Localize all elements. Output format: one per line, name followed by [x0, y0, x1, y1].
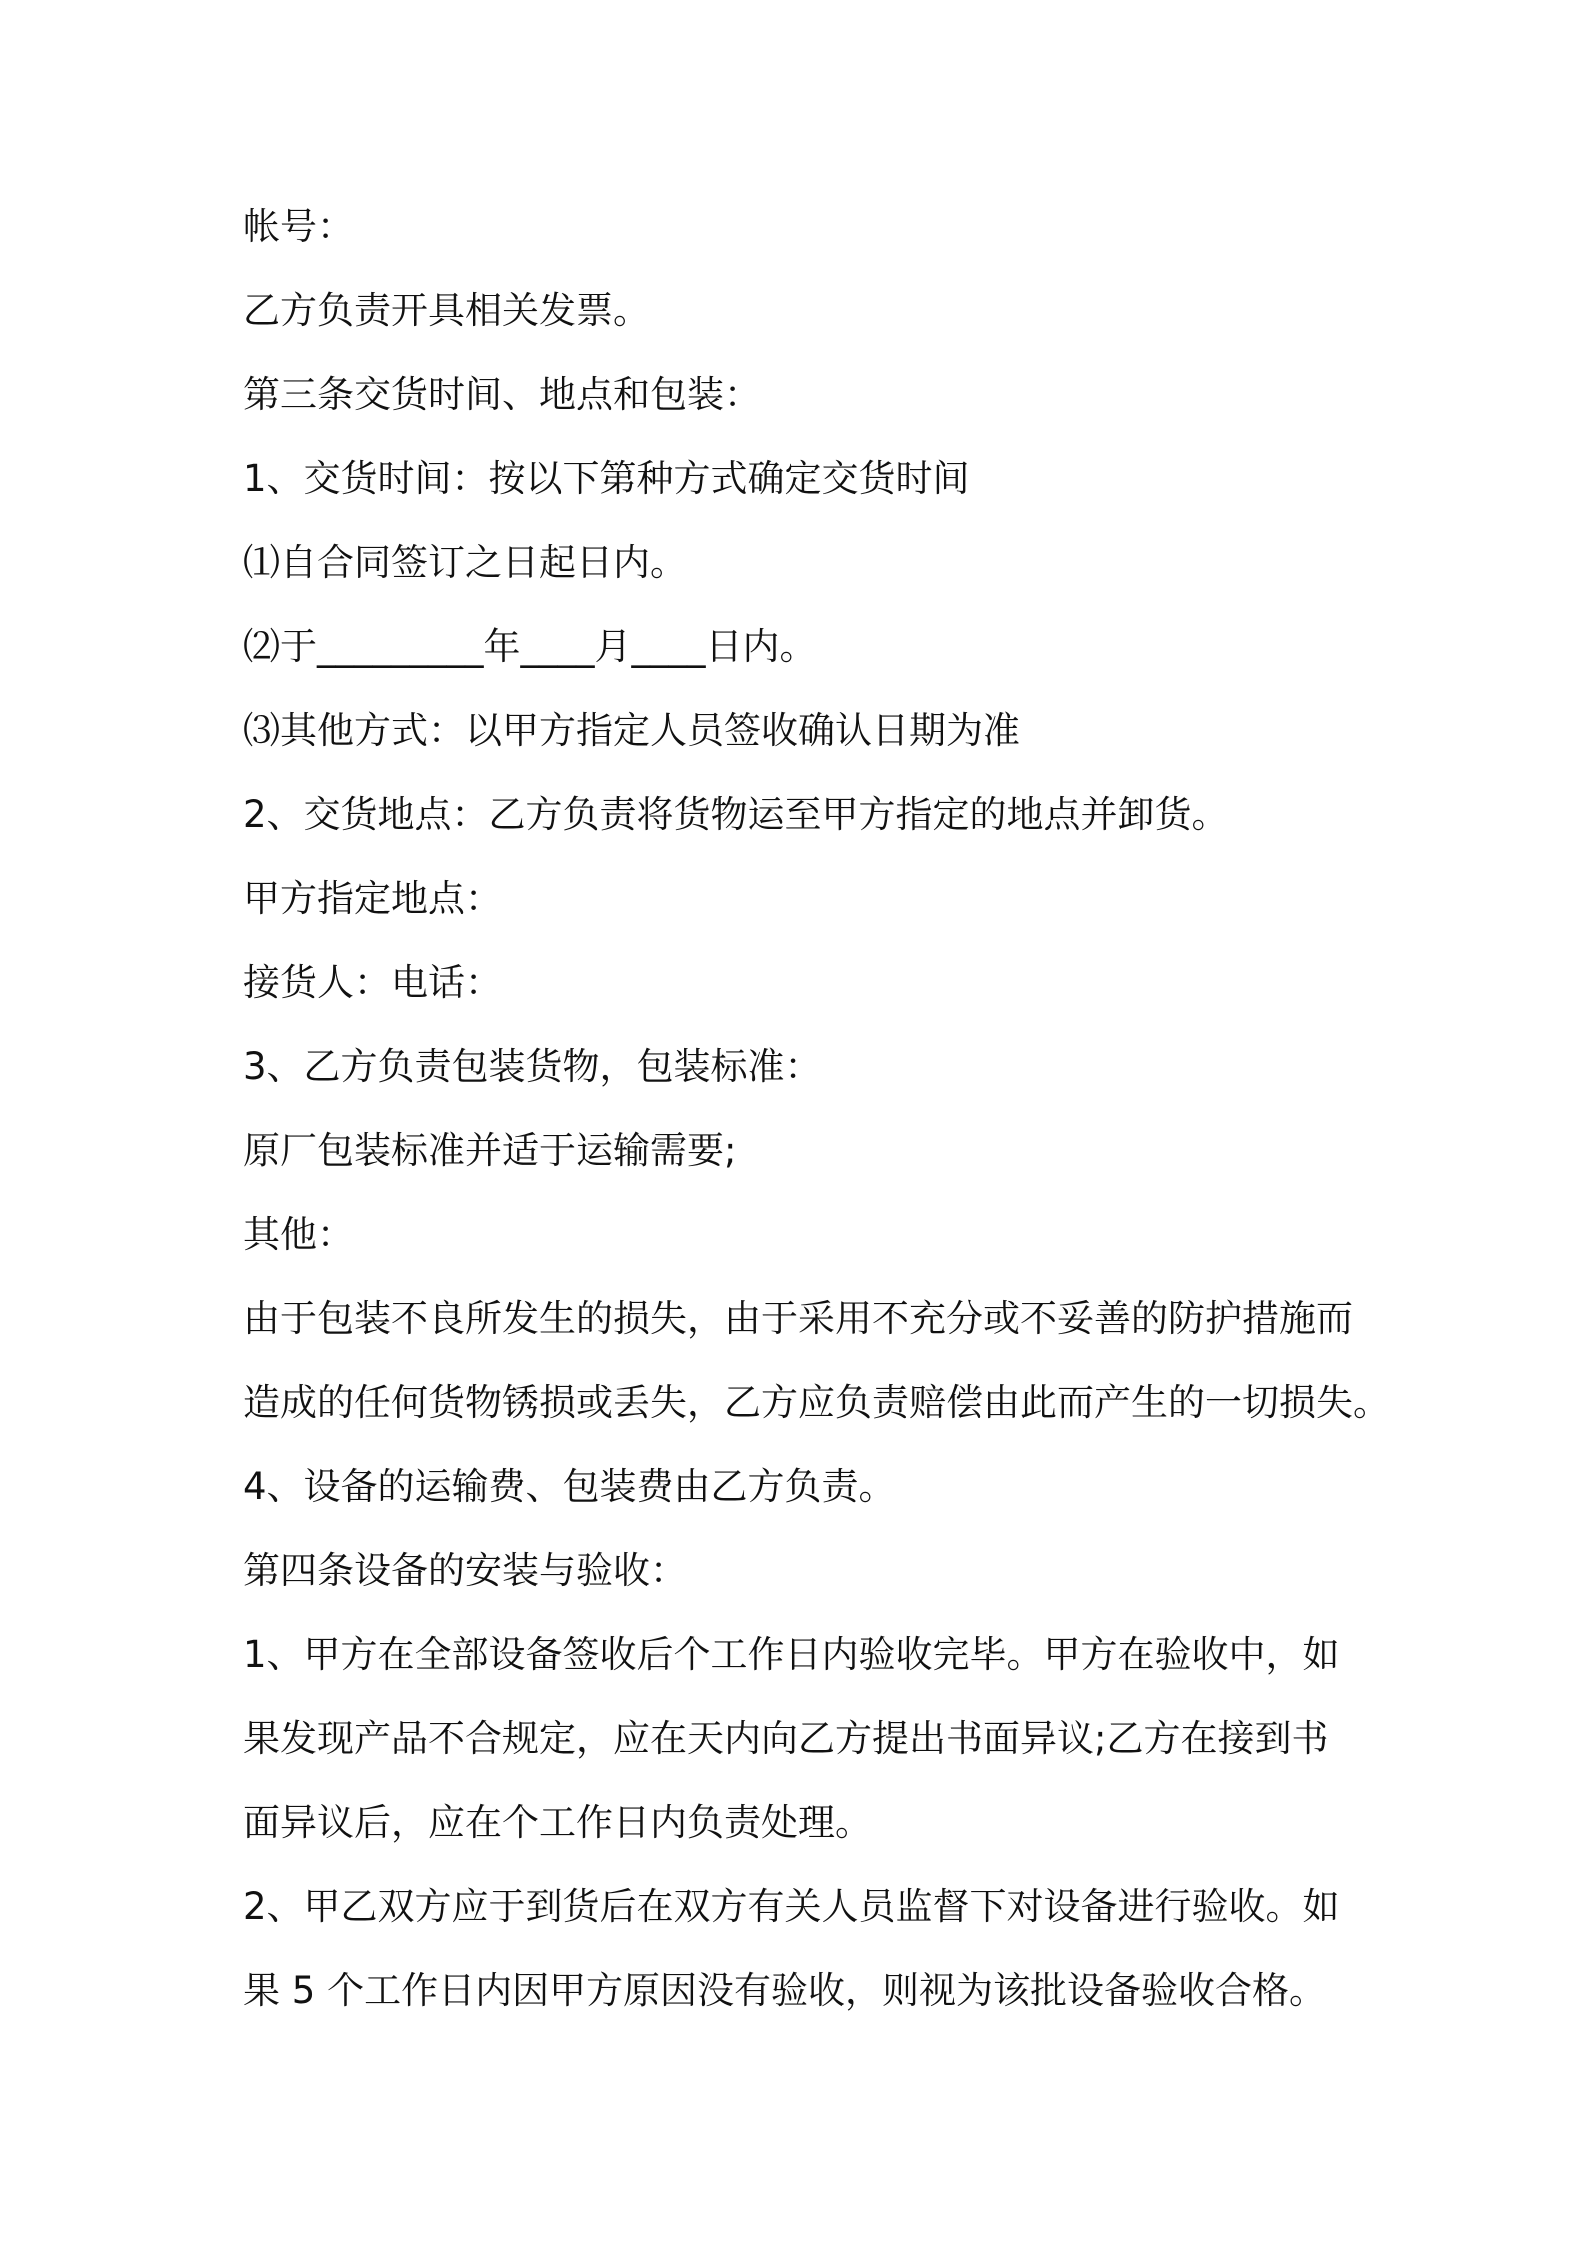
packaging-standard-line: 原厂包装标准并适于运输需要;: [243, 1129, 737, 1172]
article-3-heading: 第三条交货时间、地点和包装：: [243, 373, 761, 416]
designated-place-line: 甲方指定地点：: [243, 877, 502, 920]
damage-clause-line-1: 由于包装不良所发生的损失，由于采用不充分或不妥善的防护措施而: [243, 1297, 1353, 1340]
damage-clause-line-2: 造成的任何货物锈损或丢失，乙方应负责赔偿由此而产生的一切损失。: [243, 1381, 1390, 1424]
acceptance-clause-2-line-1: 2、甲乙双方应于到货后在双方有关人员监督下对设备进行验收。如: [243, 1885, 1340, 1928]
delivery-place-line: 2、交货地点：乙方负责将货物运至甲方指定的地点并卸货。: [243, 793, 1229, 836]
acceptance-clause-2-line-2: 果 5 个工作日内因甲方原因没有验收，则视为该批设备验收合格。: [243, 1969, 1327, 2012]
packaging-line: 3、乙方负责包装货物，包装标准：: [243, 1045, 822, 1088]
delivery-option-2: ⑵于_________年____月____日内。: [243, 625, 817, 668]
acceptance-clause-1-line-3: 面异议后，应在个工作日内负责处理。: [243, 1801, 872, 1844]
delivery-option-1: ⑴自合同签订之日起日内。: [243, 541, 687, 584]
acceptance-clause-1-line-1: 1、甲方在全部设备签收后个工作日内验收完毕。甲方在验收中，如: [243, 1633, 1340, 1676]
delivery-option-3: ⑶其他方式：以甲方指定人员签收确认日期为准: [243, 709, 1020, 752]
account-number-line: 帐号：: [243, 205, 354, 248]
invoice-line: 乙方负责开具相关发票。: [243, 289, 650, 332]
freight-cost-line: 4、设备的运输费、包装费由乙方负责。: [243, 1465, 896, 1508]
acceptance-clause-1-line-2: 果发现产品不合规定，应在天内向乙方提出书面异议;乙方在接到书: [243, 1717, 1329, 1760]
receiver-phone-line: 接货人：电话：: [243, 961, 502, 1004]
article-4-heading: 第四条设备的安装与验收：: [243, 1549, 687, 1592]
other-line: 其他：: [243, 1213, 354, 1256]
delivery-time-line: 1、交货时间：按以下第种方式确定交货时间: [243, 457, 970, 500]
